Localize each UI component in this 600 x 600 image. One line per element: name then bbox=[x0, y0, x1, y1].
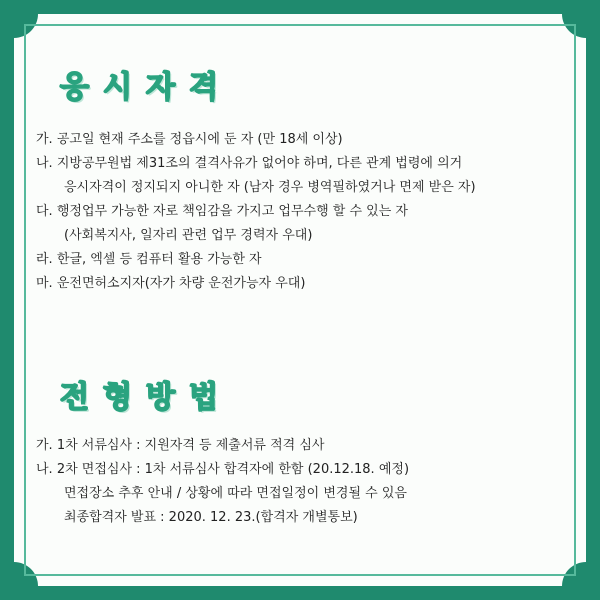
item-text-continued: 응시자격이 정지되지 아니한 자 (남자 경우 병역필하였거나 면제 받은 자) bbox=[64, 180, 476, 195]
list-item bbox=[36, 152, 576, 200]
selection-list bbox=[36, 434, 576, 530]
list-item bbox=[36, 272, 576, 296]
item-text-continued: 최종합격자 발표 : 2020. 12. 23.(합격자 개별통보) bbox=[64, 510, 358, 525]
item-text: 나. 지방공무원법 제31조의 결격사유가 없어야 하며, 다른 관계 법령에 의거 bbox=[36, 156, 463, 171]
list-item bbox=[36, 248, 576, 272]
list-item bbox=[36, 458, 576, 530]
item-text: 라. 한글, 엑셀 등 컴퓨터 활용 가능한 자 bbox=[36, 252, 262, 267]
item-text: 다. 행정업무 가능한 자로 책임감을 가지고 업무수행 할 수 있는 자 bbox=[36, 204, 408, 219]
item-text: 마. 운전면허소지자(자가 차량 운전가능자 우대) bbox=[36, 276, 306, 291]
item-text-continued: 면접장소 추후 안내 / 상황에 따라 면접일정이 변경될 수 있음 bbox=[64, 486, 407, 501]
list-item bbox=[36, 128, 576, 152]
item-text: 가. 공고일 현재 주소를 정읍시에 둔 자 (만 18세 이상) bbox=[36, 132, 343, 147]
list-item bbox=[36, 200, 576, 248]
qualifications-list bbox=[36, 128, 576, 296]
item-text: 가. 1차 서류심사 : 지원자격 등 제출서류 적격 심사 bbox=[36, 438, 325, 453]
section-title-qualifications: 응시자격 bbox=[60, 70, 232, 105]
list-item bbox=[36, 434, 576, 458]
section-title-selection: 전형방법 bbox=[60, 380, 232, 415]
item-text: 나. 2차 면접심사 : 1차 서류심사 합격자에 한함 (20.12.18. 예정) bbox=[36, 462, 410, 477]
item-text-continued: (사회복지사, 일자리 관련 업무 경력자 우대) bbox=[64, 228, 313, 243]
